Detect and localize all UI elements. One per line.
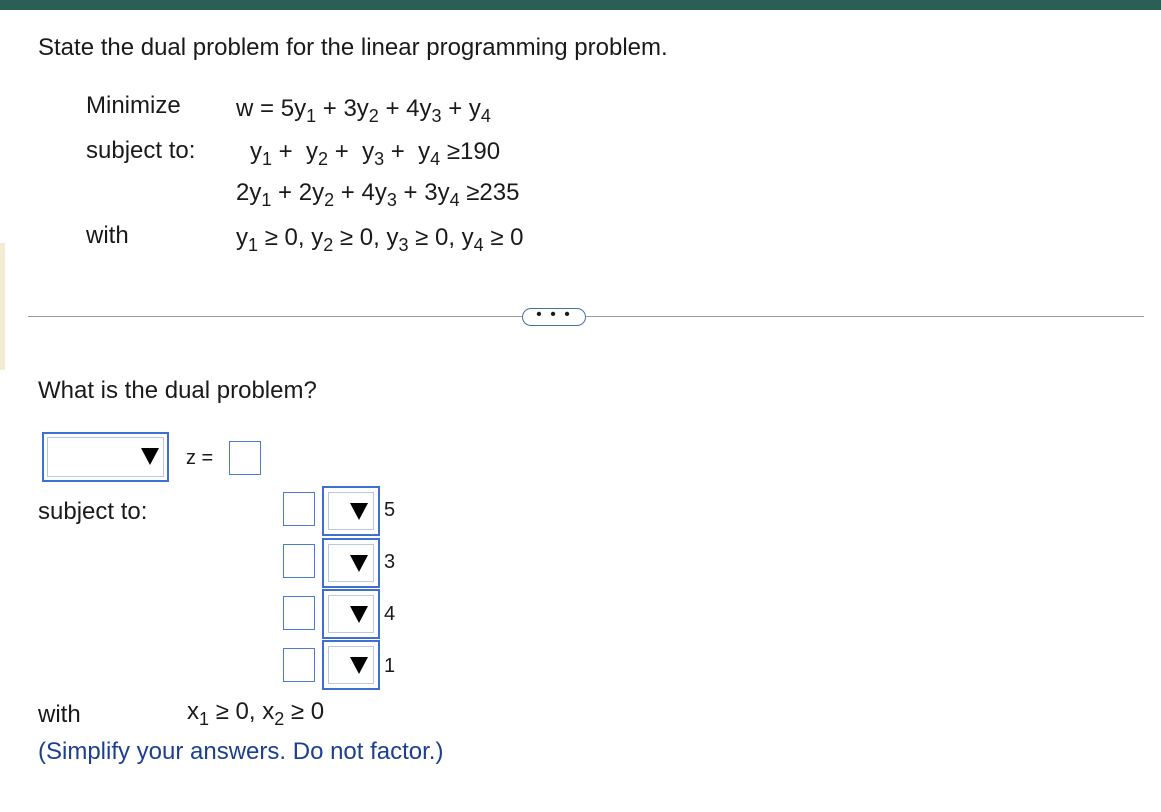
objective-type-select[interactable] xyxy=(42,432,169,482)
objective-input[interactable] xyxy=(229,441,261,475)
primal-constraint-2: $2y_1 + 2y_2 + 4y_3 + 3y_4 \ge 235$ xyxy=(236,179,520,210)
question-text: State the dual problem for the linear programming problem. xyxy=(38,34,668,61)
constraint-2-rhs: 3 xyxy=(384,551,396,573)
left-highlight-strip xyxy=(0,243,5,370)
dual-nonnegativity: $x_1 \ge 0$, $x_2 \ge 0$ xyxy=(187,698,325,729)
dropdown-arrow-icon xyxy=(141,448,159,465)
minimize-label: Minimize xyxy=(86,92,181,119)
constraint-1-rhs: 5 xyxy=(384,499,396,521)
with-label: with xyxy=(86,222,129,249)
top-bar xyxy=(0,0,1161,10)
constraint-3-relation-select[interactable] xyxy=(322,589,380,639)
constraint-3-rhs: 4 xyxy=(384,603,396,625)
primal-constraint-1: $y_1 + y_2 + y_3 + y_4 \ge 190$ xyxy=(250,138,501,169)
section-divider xyxy=(28,316,1144,317)
constraint-2-relation-select[interactable] xyxy=(322,538,380,588)
expand-more-button[interactable]: • • • xyxy=(522,308,586,326)
dual-with-label: with xyxy=(38,701,81,728)
constraint-2-coef-input[interactable] xyxy=(283,544,315,578)
subject-to-label: subject to: xyxy=(86,137,196,164)
constraint-1-coef-input[interactable] xyxy=(283,492,315,526)
primal-objective: $w = 5y_1 + 3y_2 + 4y_3 + y_4$ xyxy=(236,95,491,126)
constraint-1-relation-select[interactable] xyxy=(322,486,380,536)
constraint-4-coef-input[interactable] xyxy=(283,648,315,682)
dual-question-text: What is the dual problem? xyxy=(38,377,317,404)
constraint-3-coef-input[interactable] xyxy=(283,596,315,630)
constraint-4-rhs: 1 xyxy=(384,655,396,677)
dropdown-arrow-icon xyxy=(350,555,368,572)
instructions-text: (Simplify your answers. Do not factor.) xyxy=(38,738,444,765)
dropdown-arrow-icon xyxy=(350,503,368,520)
dropdown-arrow-icon xyxy=(350,606,368,623)
dropdown-arrow-icon xyxy=(350,657,368,674)
constraint-4-relation-select[interactable] xyxy=(322,640,380,690)
dual-subject-to-label: subject to: xyxy=(38,498,148,525)
z-label: z = xyxy=(186,447,214,469)
primal-nonnegativity: $y_1 \ge 0$, $y_2 \ge 0$, $y_3 \ge 0$, $y_4 \ge 0$ xyxy=(236,224,524,255)
